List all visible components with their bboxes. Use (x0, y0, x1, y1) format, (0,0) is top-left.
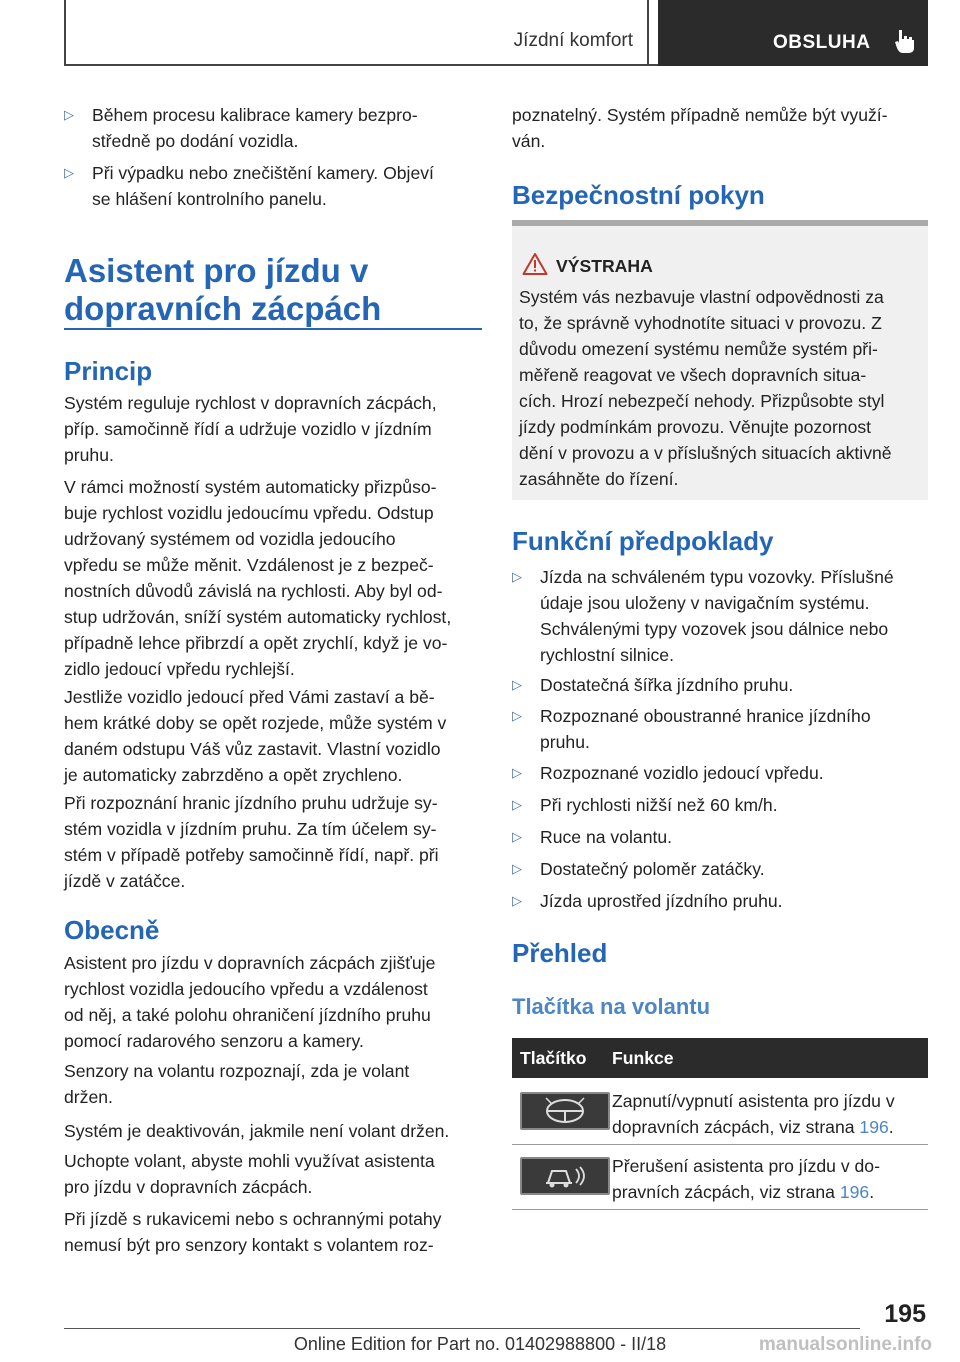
footer-edition: Online Edition for Part no. 01402988800 - II/18 (293, 1334, 667, 1354)
warning-title: VÝSTRAHA (556, 256, 653, 276)
triangle-bullet-icon: ▷ (512, 893, 522, 908)
header-chapter-label: OBSLUHA (773, 32, 871, 53)
header-section-label: Jízdní komfort (513, 30, 633, 51)
triangle-bullet-icon: ▷ (512, 797, 522, 812)
warning-box (512, 220, 928, 500)
paragraph: Senzory na volantu rozpoznají, zda je volant držen. (64, 1061, 410, 1107)
triangle-bullet-icon: ▷ (64, 107, 74, 122)
column-header-function: Funkce (612, 1048, 674, 1068)
paragraph: Systém reguluje rychlost v dopravních zácpách, příp. samočinně řídí a udržuje vozidlo v jízdním pruhu. (64, 393, 437, 465)
triangle-bullet-icon: ▷ (512, 829, 522, 844)
principle-heading: Princip (64, 356, 153, 386)
title-rule (64, 328, 482, 330)
triangle-bullet-icon: ▷ (512, 677, 522, 692)
buttons-heading: Tlačítka na volantu (512, 994, 711, 1019)
warning-text: Systém vás nezbavuje vlastní odpovědnosti za to, že správně vyhodnotíte situaci v provozu. Z důvodu omezení systému nemůže systém při- měřeně reagovat ve všech dopravních situa- cích. Hrozí nebezpečí nehody. Přizpůsobte styl jízdy podmínkám provozu. Věnujte pozornost dění v provozu a v příslušných situacích aktivně zasáhněte do řízení. (519, 287, 892, 489)
paragraph: Při jízdě s rukavicemi nebo s ochrannými potahy nemusí být pro senzory kontakt s volantem roz- (64, 1209, 442, 1255)
triangle-bullet-icon: ▷ (512, 861, 522, 876)
header-chapter-box (658, 0, 928, 66)
table-cell-function: Přerušení asistenta pro jízdu v do- pravních zácpách, viz strana 196. (612, 1156, 880, 1202)
warning-triangle-icon (522, 252, 548, 276)
triangle-bullet-icon: ▷ (64, 165, 74, 180)
footer-rule (64, 1328, 860, 1329)
table-cell-function: Zapnutí/vypnutí asistenta pro jízdu v dopravních zácpách, viz strana 196. (612, 1091, 895, 1137)
paragraph: Při rozpoznání hranic jízdního pruhu udržuje sy- stém vozidla v jízdním pruhu. Za tím účelem sy- stém v případě potřeby samočinně řídí, např. při jízdě v zatáčce. (64, 793, 439, 891)
page-number: 195 (884, 1300, 926, 1328)
paragraph: Jestliže vozidlo jedoucí před Vámi zastaví a bě- hem krátké doby se opět rozjede, může systém v daném odstupu Váš vůz zastavit. Vlastní vozidlo je automaticky zabrzděno a opět zrychleno. (64, 687, 447, 785)
watermark: manualsonline.info (758, 1334, 932, 1355)
table-row (512, 1145, 928, 1210)
paragraph: poznatelný. Systém případně nemůže být využí- ván. (512, 105, 888, 151)
paragraph: Systém je deaktivován, jakmile není volant držen. (64, 1121, 450, 1141)
triangle-bullet-icon: ▷ (512, 708, 522, 723)
header-section-tab (64, 0, 649, 64)
triangle-bullet-icon: ▷ (512, 765, 522, 780)
safety-heading: Bezpečnostní pokyn (512, 180, 765, 210)
table-header (512, 1038, 928, 1078)
page-reference-link[interactable]: 196 (839, 1182, 870, 1202)
paragraph: V rámci možností systém automaticky přizpůso- buje rychlost vozidlu jedoucímu vpředu. Odstup udržovaný systémem od vozidla jedoucího vpředu se může měnit. Vzdálenost je z bezpeč- nostních důvodů závislá na rychlosti. Aby byl od- stup udržován, sníží systém automaticky rychlost, případně lehce přibrzdí a opět zrychlí, když je vo- zidlo jedoucí vpředu rychlejší. (64, 477, 452, 679)
triangle-bullet-icon: ▷ (512, 569, 522, 584)
general-heading: Obecně (64, 915, 160, 945)
overview-heading: Přehled (512, 938, 608, 968)
column-header-button: Tlačítko (520, 1048, 587, 1068)
paragraph: Uchopte volant, abyste mohli využívat asistenta pro jízdu v dopravních zácpách. (64, 1151, 435, 1197)
page-reference-link[interactable]: 196 (859, 1117, 889, 1137)
paragraph: Asistent pro jízdu v dopravních zácpách zjišťuje rychlost vozidla jedoucího vpředu a vzdálenost od něj, a také polohu ohraničení jízdního pruhu pomocí radarového senzoru a kamery. (64, 953, 436, 1051)
requirements-heading: Funkční předpoklady (512, 526, 774, 556)
steering-wheel-assist-icon (520, 1092, 610, 1130)
hand-pointer-icon (894, 28, 916, 54)
section-title: Asistent pro jízdu v dopravních zácpách (64, 252, 382, 327)
distance-control-icon (520, 1157, 610, 1195)
table-row (512, 1078, 928, 1145)
